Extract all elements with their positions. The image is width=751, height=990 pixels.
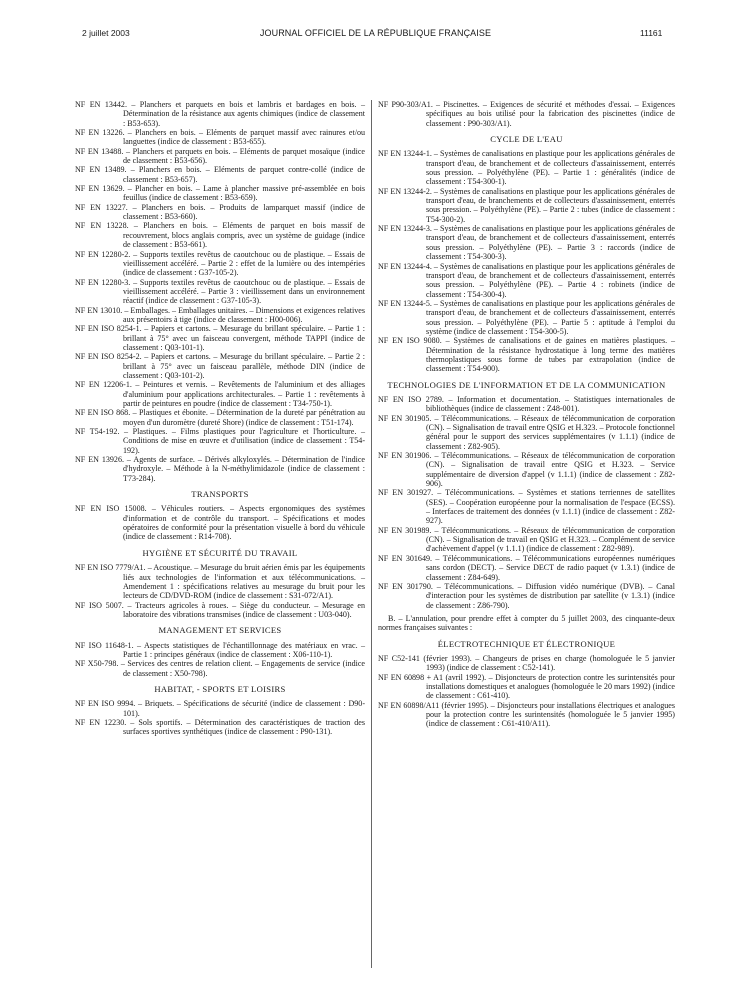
standard-entry: NF EN 301790. – Télécommunications. – Diffusion vidéo numérique (DVB). – Canal d'interaction pour les systèmes de distribution par satellite (v 1.3.1) (indice de classement : Z86-790). bbox=[378, 581, 675, 610]
standard-entry: NF EN 13488. – Planchers et parquets en bois. – Eléments de parquet mosaïque (indice de classement : B53-656). bbox=[75, 146, 365, 166]
standard-entry: NF EN ISO 868. – Plastiques et ébonite. – Détermination de la dureté par pénétration au moyen d'un duromètre (dureté Shore) (indice de classement : T51-174). bbox=[75, 408, 365, 427]
standard-entry: NF EN 12280-3. – Supports textiles revêtus de caoutchouc ou de plastique. – Essais de vieillissement accéléré. – Partie 3 : vieillissement dans un environnement réactif (indice de classement : G37-105-3). bbox=[75, 277, 365, 306]
standard-entry: NF X50-798. – Services des centres de relation client. – Engagements de service (indice de classement : X50-798). bbox=[75, 659, 365, 678]
header-date: 2 juillet 2003 bbox=[82, 28, 130, 38]
section-heading: HABITAT, - SPORTS ET LOISIRS bbox=[154, 683, 286, 694]
paragraph: B. – L'annulation, pour prendre effet à compter du 5 juillet 2003, des cinquante-deux normes françaises suivantes : bbox=[378, 613, 675, 633]
standard-entry: NF EN 60898/A11 (février 1995). – Disjoncteurs pour installations électriques et analogues pour la protection contre les surintensités (homologuée le 5 janvier 1995) (indice de classement : C61-410/A11). bbox=[378, 700, 675, 729]
standard-entry: NF EN 301905. – Télécommunications. – Réseaux de télécommunication de corporation (CN). – Signalisation de travail entre QSIG et H.323. – Protocole fonctionnel général pour le support des services supplémentaires (v 1.1.1) (indice de classement : Z82-905). bbox=[378, 413, 675, 451]
standard-entry: NF EN 301927. – Télécommunications. – Systèmes et stations terriennes de satellites (SES). – Coopération européenne pour la normalisation de l'espace (ECSS). – Interfaces de traitement des données (v 1.1.1) (indice de classement : Z82-927). bbox=[378, 488, 675, 526]
section-heading: MANAGEMENT ET SERVICES bbox=[158, 625, 282, 636]
standard-entry: NF EN 13227. – Planchers en bois. – Produits de lamparquet massif (indice de classement : B53-660). bbox=[75, 202, 365, 222]
standard-entry: NF EN 13244-2. – Systèmes de canalisations en plastique pour les applications générales de transport d'eau, de branchements et de collecteurs d'assainissement, enterrés sous pression. – Polyéthylène (PE). – Partie 2 : tubes (indice de classement : T54-300-2). bbox=[378, 186, 675, 224]
standard-entry: NF EN 13226. – Planchers en bois. – Eléments de parquet massif avec rainures et/ou languettes (indice de classement : B53-655). bbox=[75, 128, 365, 147]
standard-entry: NF EN 301649. – Télécommunications. – Télécommunications européennes numériques sans cordon (DECT). – Service DECT de radio paquet (v 1.3.1) (indice de classement : Z84-649). bbox=[378, 553, 675, 582]
right-column bbox=[378, 100, 675, 729]
standard-entry: NF EN 13010. – Emballages. – Emballages unitaires. – Dimensions et exigences relatives aux présentoirs à tige (indice de classement : H00-006). bbox=[75, 305, 365, 324]
page-number: 11161 bbox=[640, 28, 663, 38]
standard-entry: NF EN 13629. – Plancher en bois. – Lame à plancher massive pré-assemblée en bois feuillus (indice de classement : B53-659). bbox=[75, 184, 365, 203]
standard-entry: NF EN 12206-1. – Peintures et vernis. – Revêtements de l'aluminium et des alliages d'aluminium pour applications architecturales. – Partie 1 : revêtements à partir de peintures en poudre (indice de classement : T34-750-1). bbox=[75, 380, 365, 408]
standard-entry: NF C52-141 (février 1993). – Changeurs de prises en charge (homologuée le 5 janvier 1993) (indice de classement : C52-141). bbox=[378, 653, 675, 673]
standard-entry: NF EN 13228. – Planchers en bois. – Eléments de parquet en bois massif de recouvrement, blocs anglais compris, avec un système de guidage (indice de classement : B53-661). bbox=[75, 221, 365, 250]
standard-entry: NF ISO 5007. – Tracteurs agricoles à roues. – Siège du conducteur. – Mesurage en laboratoire des vibrations transmises (indice de classement : U03-040). bbox=[75, 600, 365, 619]
standard-entry: NF EN ISO 9080. – Systèmes de canalisations et de gaines en matières plastiques. – Détermination de la résistance hydrostatique à long terme des matières thermoplastiques sous forme de tubes par extrapolation (indice de classement : T54-900). bbox=[378, 336, 675, 374]
standard-entry: NF EN ISO 8254-1. – Papiers et cartons. – Mesurage du brillant spéculaire. – Partie 1 : brillant à 75° avec un faisceau convergent, méthode TAPPI (indice de classement : Q03-101-1). bbox=[75, 324, 365, 352]
standard-entry: NF ISO 11648-1. – Aspects statistiques de l'échantillonnage des matériaux en vrac. – Partie 1 : principes généraux (indice de classement : X06-110-1). bbox=[75, 640, 365, 659]
standard-entry: NF P90-303/A1. – Piscinettes. – Exigences de sécurité et méthodes d'essai. – Exigences spécifiques au bois utilisé pour la fabrication des piscinettes (indice de classement : P90-303/A1). bbox=[378, 100, 675, 128]
standard-entry: NF EN 13244-4. – Systèmes de canalisations en plastique pour les applications générales de transport d'eau, de branchement et de collecteurs d'assainissement, enterrés sous pression. – Polyéthylène (PE). – Partie 4 : robinets (indice de classement : T54-300-4). bbox=[378, 261, 675, 299]
section-heading: HYGIÈNE ET SÉCURITÉ DU TRAVAIL bbox=[142, 547, 298, 558]
standard-entry: NF EN 13926. – Agents de surface. – Dérivés alkyloxylés. – Détermination de l'indice d'hydroxyle. – Méthode à la N-méthylimidazole (indice de classement : T73-284). bbox=[75, 455, 365, 483]
column-divider bbox=[371, 100, 372, 968]
standard-entry: NF EN 12280-2. – Supports textiles revêtus de caoutchouc ou de plastique. – Essais de vieillissement accéléré. – Partie 2 : effet de la lumière ou des intempéries (indice de classement : G37-105-2). bbox=[75, 249, 365, 278]
standard-entry: NF EN 13442. – Planchers et parquets en bois et lambris et bardages en bois. – Détermination de la résistance aux agents chimiques (indice de classement : B53-653). bbox=[75, 100, 365, 128]
standard-entry: NF EN 301989. – Télécommunications. – Réseaux de télécommunication de corporation (CN). – Signalisation de travail en QSIG et H.323. – Complément de service d'achèvement d'appel (v 1.1.1) (indice de classement : Z82-989). bbox=[378, 525, 675, 554]
standard-entry: NF EN ISO 8254-2. – Papiers et cartons. – Mesurage du brillant spéculaire. – Partie 2 : brillant à 75° avec un faisceau parallèle, méthode DIN (indice de classement : Q03-101-2). bbox=[75, 352, 365, 380]
standard-entry: NF EN 301906. – Télécommunications. – Réseaux de télécommunication de corporation (CN). – Signalisation de travail entre QSIG et H.323. – Service supplémentaire de diversion d'appel (v 1.1.1) (indice de classement : Z82-906). bbox=[378, 451, 675, 489]
standard-entry: NF EN ISO 7779/A1. – Acoustique. – Mesurage du bruit aérien émis par les équipements liés aux technologies de l'information et aux télécommunications. – Amendement 1 : spécifications relatives au mesurage du bruit pour les lecteurs de CD/DVD-ROM (indice de classement : S31-072/A1). bbox=[75, 563, 365, 601]
standard-entry: NF EN 13244-3. – Systèmes de canalisations en plastique pour les applications générales de transport d'eau, de branchement et de collecteurs d'assainissement, enterrés sous pression. – Polyéthylène (PE). – Partie 3 : raccords (indice de classement : T54-300-3). bbox=[378, 224, 675, 262]
standard-entry: NF EN ISO 2789. – Information et documentation. – Statistiques internationales de bibliothèques (indice de classement : Z48-001). bbox=[378, 394, 675, 414]
standard-entry: NF EN 13244-1. – Systèmes de canalisations en plastique pour les applications générales de transport d'eau, de branchement et de collecteurs d'assainissement, enterrés sous pression. – Polyéthylène (PE). – Partie 1 : généralités (indice de classement : T54-300-1). bbox=[378, 149, 675, 187]
standard-entry: NF EN 60898 + A1 (avril 1992). – Disjoncteurs de protection contre les surintensités pour installations domestiques et analogues (homologuée le 20 mars 1992) (indice de classement : C61-410). bbox=[378, 672, 675, 701]
standard-entry: NF EN ISO 15008. – Véhicules routiers. – Aspects ergonomiques des systèmes d'information et de contrôle du transport. – Spécifications et modes opératoires de conformité pour la présentation visuelle à bord du véhicule (indice de classement : R14-708). bbox=[75, 504, 365, 542]
standard-entry: NF EN ISO 9994. – Briquets. – Spécifications de sécurité (indice de classement : D90-101). bbox=[75, 699, 365, 718]
section-heading: TECHNOLOGIES DE L'INFORMATION ET DE LA COMMUNICATION bbox=[387, 379, 666, 390]
journal-title: JOURNAL OFFICIEL DE LA RÉPUBLIQUE FRANÇAISE bbox=[259, 28, 492, 38]
page-header bbox=[0, 0, 751, 40]
standard-entry: NF T54-192. – Plastiques. – Films plastiques pour l'agriculture et l'horticulture. – Conditions de mise en œuvre et d'utilisation (indice de classement : T54-192). bbox=[75, 427, 365, 455]
section-heading: CYCLE DE L'EAU bbox=[490, 134, 563, 145]
standard-entry: NF EN 13244-5. – Systèmes de canalisations en plastique pour les applications générales de transport d'eau, de branchement et de collecteurs d'assainissement, enterrés sous pression. – Polyéthylène (PE). – Partie 5 : aptitude à l'emploi du système (indice de classement : T54-300-5). bbox=[378, 298, 675, 336]
left-column bbox=[75, 100, 365, 737]
section-heading: TRANSPORTS bbox=[191, 489, 249, 500]
standard-entry: NF EN 13489. – Planchers en bois. – Eléments de parquet contre-collé (indice de classement : B53-657). bbox=[75, 165, 365, 184]
standard-entry: NF EN 12230. – Sols sportifs. – Détermination des caractéristiques de traction des surfaces sportives synthétiques (indice de classement : P90-131). bbox=[75, 717, 365, 737]
section-heading: ÉLECTROTECHNIQUE ET ÉLECTRONIQUE bbox=[437, 638, 616, 649]
